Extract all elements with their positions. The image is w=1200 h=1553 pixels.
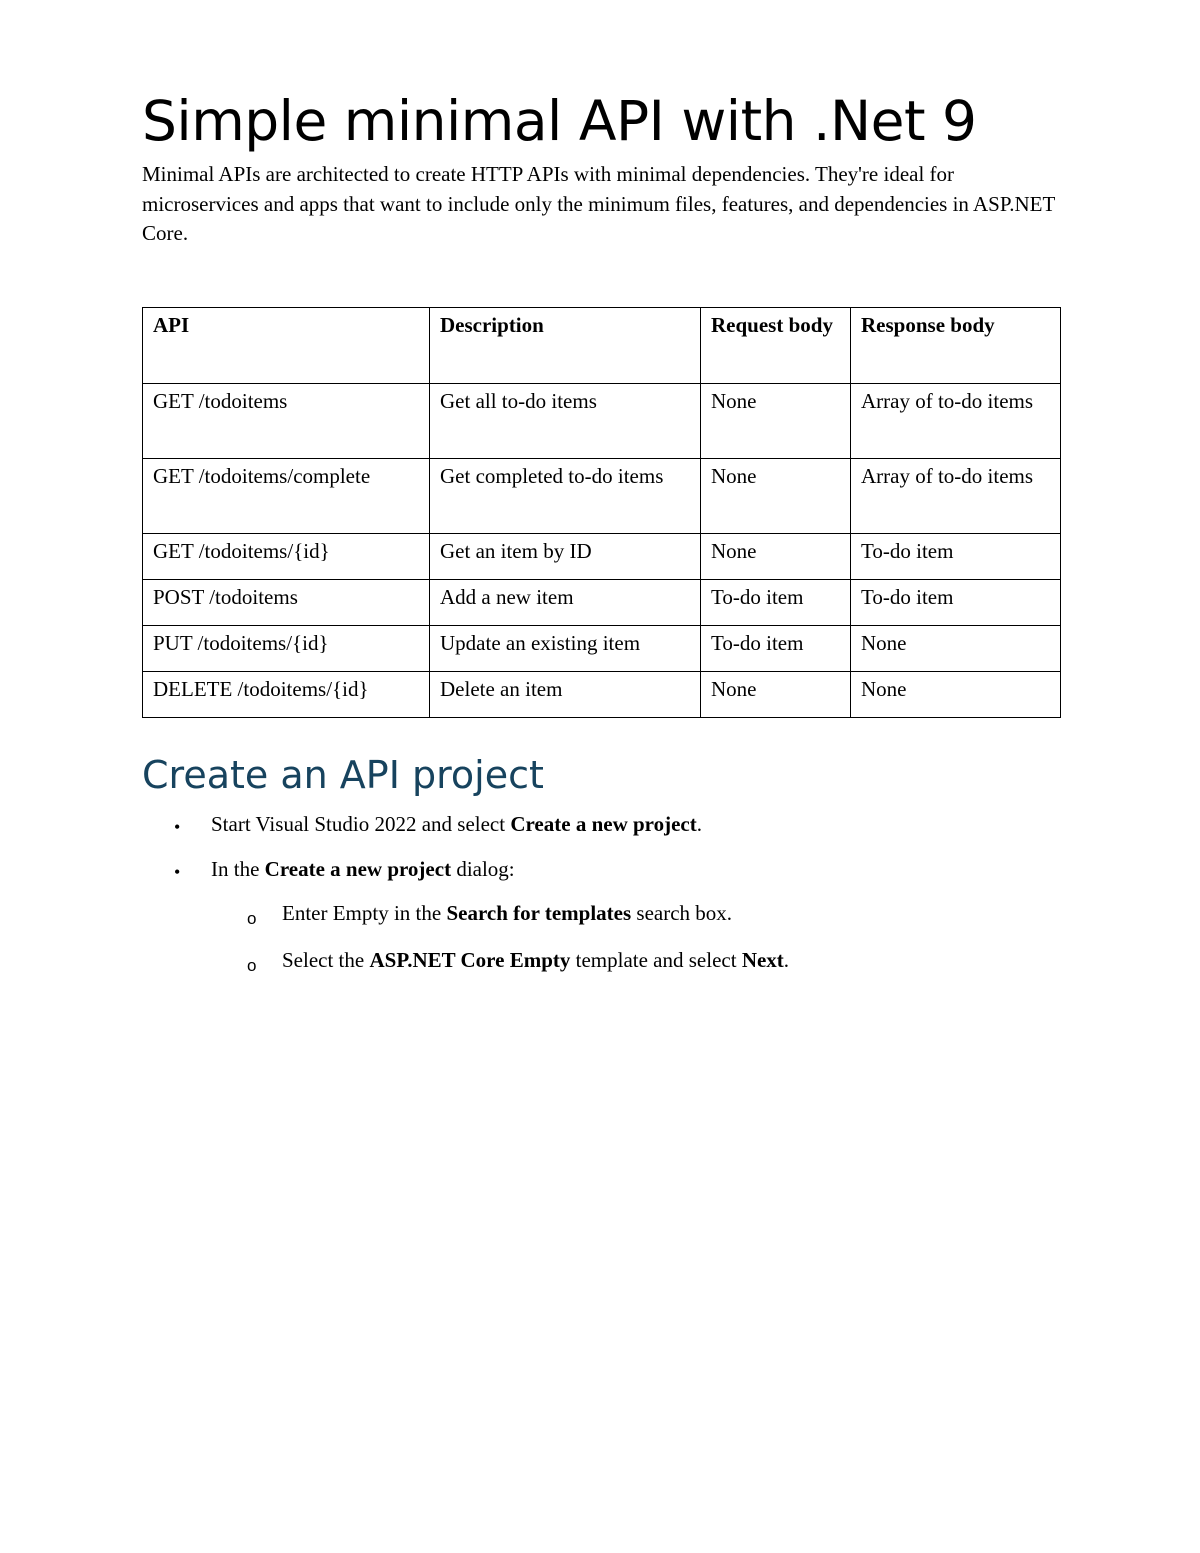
sub-bullet-icon: o	[247, 909, 257, 928]
table-cell-description: Add a new item	[430, 580, 701, 626]
list-item-text: In the	[211, 857, 265, 881]
table-cell-request-body: None	[701, 534, 851, 580]
table-row	[143, 672, 1061, 718]
table-cell-api: GET /todoitems/complete	[143, 459, 430, 534]
table-cell-description: Get an item by ID	[430, 534, 701, 580]
intro-paragraph: Minimal APIs are architected to create HTTP APIs with minimal dependencies. They're ideal for microservices and apps that want to include only the minimum files, features, and dependencies in ASP.NET Core.	[142, 162, 1055, 245]
table-cell-request-body: None	[701, 459, 851, 534]
list-item-text: Start Visual Studio 2022 and select	[211, 812, 511, 836]
table-cell-request-body: None	[701, 672, 851, 718]
table-cell-description: Delete an item	[430, 672, 701, 718]
table-cell-api: GET /todoitems	[143, 384, 430, 459]
list-item-text: .	[696, 812, 702, 836]
table-cell-response-body: To-do item	[851, 534, 1061, 580]
table-cell-api: POST /todoitems	[143, 580, 430, 626]
list-item-text: dialog:	[451, 857, 515, 881]
table-cell-description: Get completed to-do items	[430, 459, 701, 534]
list-item-bold: Create a new project	[264, 857, 452, 881]
table-row	[143, 534, 1061, 580]
table-cell-api: PUT /todoitems/{id}	[143, 626, 430, 672]
table-cell-api: DELETE /todoitems/{id}	[143, 672, 430, 718]
table-cell-request-body: To-do item	[701, 580, 851, 626]
list-item-text: Select the	[282, 948, 370, 972]
table-cell-description: Update an existing item	[430, 626, 701, 672]
bullet-icon: •	[174, 817, 181, 837]
sub-bullet-icon: o	[247, 956, 257, 975]
table-row	[143, 459, 1061, 534]
sub-list-item	[282, 899, 732, 928]
list-item-text: search box.	[631, 901, 733, 925]
document-title: Simple minimal API with .Net 9	[142, 89, 977, 153]
table-cell-request-body: None	[701, 384, 851, 459]
table-cell-response-body: Array of to-do items	[851, 384, 1061, 459]
table-cell-response-body: None	[851, 626, 1061, 672]
list-item-text: .	[783, 948, 790, 972]
table-cell-api: GET /todoitems/{id}	[143, 534, 430, 580]
list-item	[211, 810, 702, 839]
section-heading: Create an API project	[142, 753, 544, 797]
table-header-response-body: Response body	[851, 308, 1061, 384]
table-cell-response-body: To-do item	[851, 580, 1061, 626]
sub-list-item	[282, 946, 789, 975]
list-item-text: template and select	[570, 948, 742, 972]
bullet-icon: •	[174, 862, 181, 882]
table-header-api: API	[143, 308, 430, 384]
table-header-request-body: Request body	[701, 308, 851, 384]
table-cell-description: Get all to-do items	[430, 384, 701, 459]
list-item-bold: ASP.NET Core Empty	[369, 948, 571, 972]
list-item	[211, 855, 515, 884]
list-item-bold: Search for templates	[446, 901, 632, 925]
list-item-text: Enter Empty in the	[282, 901, 447, 925]
table-cell-response-body: Array of to-do items	[851, 459, 1061, 534]
table-row	[143, 626, 1061, 672]
table-header-row	[143, 308, 1061, 384]
table-cell-response-body: None	[851, 672, 1061, 718]
list-item-bold: Create a new project	[510, 812, 697, 836]
table-row	[143, 384, 1061, 459]
list-item-bold: Next	[741, 948, 784, 972]
table-cell-request-body: To-do item	[701, 626, 851, 672]
table-header-description: Description	[430, 308, 701, 384]
table-row	[143, 580, 1061, 626]
api-table	[142, 307, 1061, 718]
